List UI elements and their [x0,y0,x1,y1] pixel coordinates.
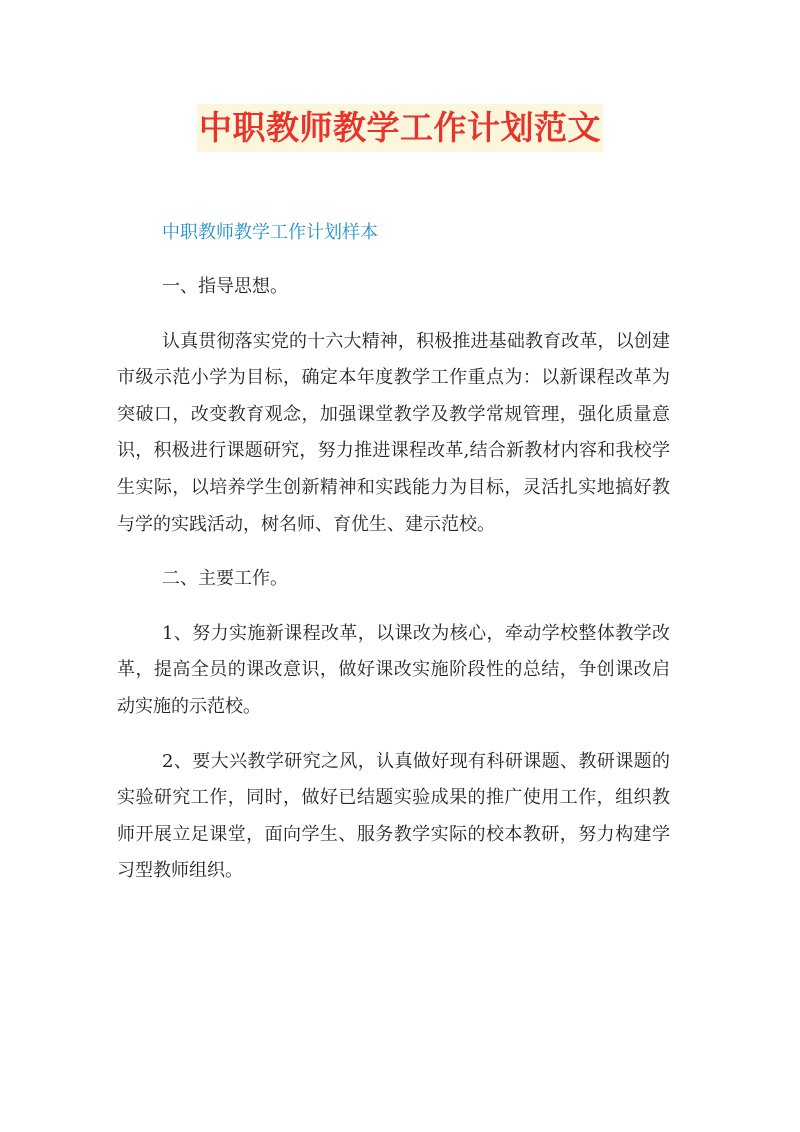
section-heading-guiding-ideology: 一、指导思想。 [162,276,288,297]
section-heading-main-work: 二、主要工作。 [162,568,288,590]
document-title: 中职教师教学工作计划范文 [197,104,603,152]
body-paragraph: 2、要大兴教学研究之风，认真做好现有科研课题、教研课题的实验研究工作，同时，做好已结题实验成果的推广使用工作，组织教师开展立足课堂，面向学生、服务教学实际的校本教研，努力构建学习型教师组织。 [117,750,670,882]
body-paragraph: 认真贯彻落实党的十六大精神，积极推进基础教育改革，以创建市级示范小学为目标，确定本年度教学工作重点为：以新课程改革为突破口，改变教育观念，加强课堂教学及教学常规管理，强化质量意识，积极进行课题研究，努力推进课程改革,结合新教材内容和我校学生实际，以培养学生创新精神和实践能力为目标，灵活扎实地搞好教与学的实践活动，树名师、育优生、建示范校。 [117,330,670,535]
document-subtitle: 中职教师教学工作计划样本 [162,222,378,243]
document-body [117,215,670,908]
body-paragraph: 1、努力实施新课程改革，以课改为核心，牵动学校整体教学改革，提高全员的课改意识，做好课改实施阶段性的总结，争创课改启动实施的示范校。 [117,622,670,717]
title-container [0,104,800,152]
